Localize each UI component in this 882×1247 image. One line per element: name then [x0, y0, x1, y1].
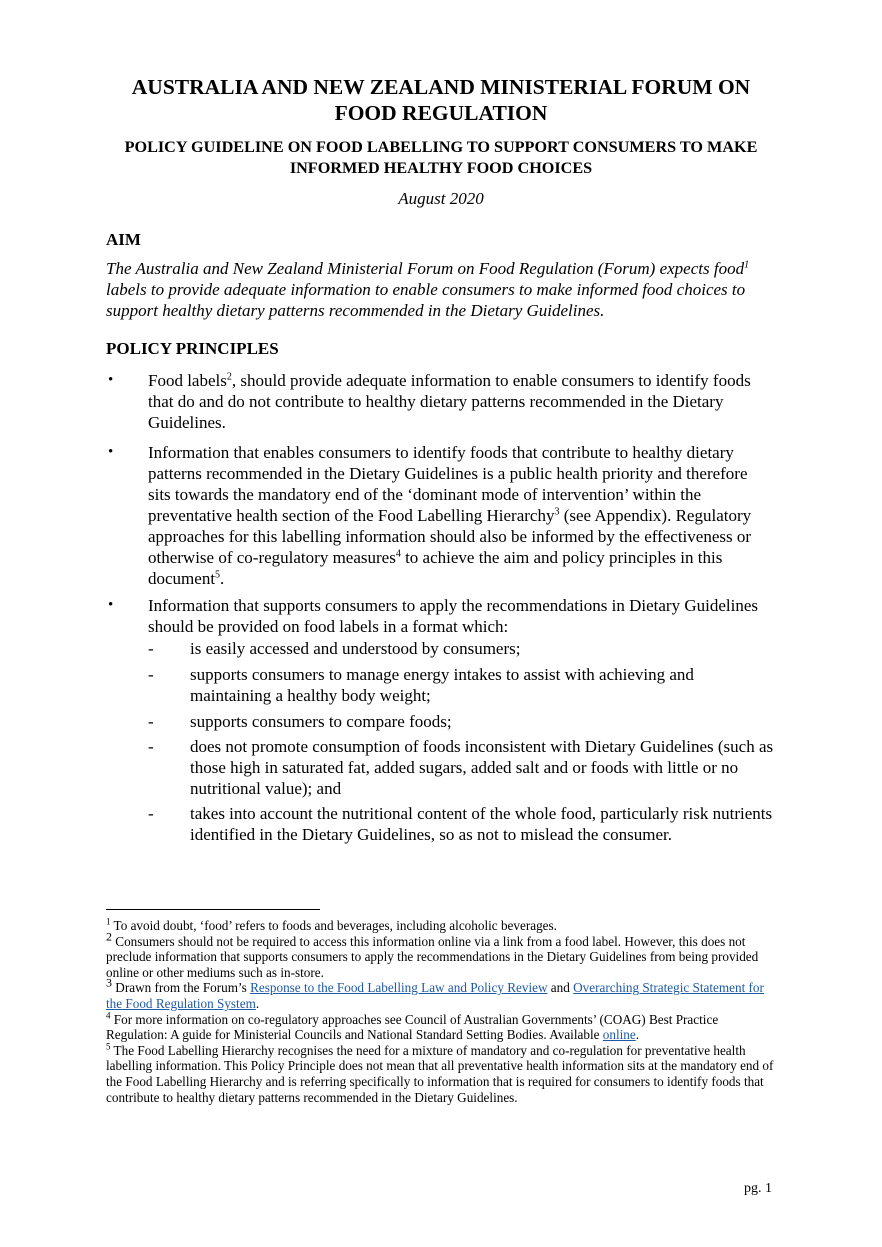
- footnote-separator: [106, 909, 320, 910]
- principle-text-2: [148, 442, 773, 589]
- online-link[interactable]: online: [602, 1027, 636, 1043]
- footnote-text: .: [635, 1027, 640, 1043]
- format-item-text: supports consumers to compare foods;: [190, 712, 452, 731]
- footnote-ref-4[interactable]: 4: [395, 548, 401, 560]
- aim-text-end: labels to provide adequate information to enable consumers to make informed food choices to support healthy dietary patterns recommended in the Dietary Guidelines.: [106, 280, 746, 320]
- format-item-text: is easily accessed and understood by consumers;: [190, 639, 521, 658]
- page-number: pg. 1: [744, 1181, 772, 1196]
- bullet-marker: •: [108, 372, 114, 388]
- footnote-number: 4: [106, 1010, 111, 1021]
- dash-marker: -: [148, 737, 154, 756]
- principle-2-part-1: Information that enables consumers to identify foods that contribute to healthy dietary patterns recommended in the Dietary Guidelines is a public health priority and therefore sits towards the mandatory end of the ‘dominant mode of intervention’ within the preventative health section of the Food Labelling Hierarchy: [148, 443, 748, 525]
- footnote-text: To avoid doubt, ‘food’ refers to foods and beverages, including alcoholic beverages.: [110, 918, 557, 933]
- footnote-ref-5[interactable]: 5: [215, 569, 221, 581]
- footnote-4: [106, 1012, 776, 1043]
- footnote-number: 2: [106, 929, 112, 944]
- dash-marker: -: [148, 804, 154, 823]
- principle-text-3: Information that supports consumers to apply the recommendations in Dietary Guidelines should be provided on food labels in a format which:: [148, 596, 758, 636]
- footnote-1: [106, 918, 776, 934]
- principle-2-part-2: (see Appendix). Regulatory approaches for this labelling information should also be informed by the effectiveness or otherwise of co-regulatory measures: [148, 506, 752, 567]
- document-subtitle: POLICY GUIDELINE ON FOOD LABELLING TO SUPPORT CONSUMERS TO MAKE INFORMED HEALTHY FOOD CHOICES: [124, 138, 758, 177]
- principle-1-part-2: , should provide adequate information to enable consumers to identify foods that do and do not contribute to healthy dietary patterns recommended in the Dietary Guidelines.: [148, 371, 751, 432]
- format-item-text: supports consumers to manage energy intakes to assist with achieving and maintaining a healthy body weight;: [190, 665, 694, 705]
- footnote-text: Consumers should not be required to access this information online via a link from a food label. However, this does not preclude information that supports consumers to apply the recommendations in the Dietary Guidelines from being provided online or other mediums such as in-store.: [106, 933, 759, 980]
- footnote-text: and: [547, 980, 574, 996]
- food-labelling-review-link[interactable]: Response to the Food Labelling Law and Policy Review: [250, 980, 548, 996]
- aim-paragraph: [106, 258, 776, 321]
- bullet-marker: •: [108, 597, 114, 613]
- footnote-ref-3[interactable]: 3: [554, 506, 560, 518]
- footnote-number: 5: [106, 1041, 111, 1052]
- principle-1-part-1: Food labels: [148, 371, 227, 390]
- footnote-ref-1[interactable]: 1: [744, 259, 750, 271]
- footnote-3: [106, 975, 776, 1011]
- footnote-number: 3: [106, 975, 112, 990]
- footnote-text: The Food Labelling Hierarchy recognises the need for a mixture of mandatory and co-regulation for preventative health labelling information. This Policy Principle does not mean that all preventative health information sits at the mandatory end of the Food Labelling Hierarchy and is referring specifically to information that is required for consumers to identify foods that contribute to healthy dietary patterns recommended in the Dietary Guidelines.: [106, 1042, 774, 1105]
- format-item-text: does not promote consumption of foods inconsistent with Dietary Guidelines (such as those high in saturated fat, added sugars, added salt and or foods with little or no nutritional value); and: [190, 737, 774, 798]
- footnote-text: Drawn from the Forum’s: [112, 980, 251, 996]
- dash-marker: -: [148, 639, 154, 658]
- principle-text-1: [148, 370, 773, 433]
- strategic-statement-link[interactable]: Overarching Strategic Statement for the Food Regulation System: [106, 980, 764, 1011]
- aim-text-start: The Australia and New Zealand Ministerial Forum on Food Regulation (Forum) expects food: [106, 259, 745, 278]
- format-item-text: takes into account the nutritional content of the whole food, particularly risk nutrients identified in the Dietary Guidelines, so as not to mislead the consumer.: [190, 804, 773, 844]
- footnote-5: [106, 1043, 776, 1105]
- policy-principles-heading: POLICY PRINCIPLES: [106, 339, 279, 358]
- footnote-ref-2[interactable]: 2: [226, 371, 232, 383]
- aim-heading: AIM: [106, 230, 141, 249]
- principle-2-part-4: .: [220, 569, 225, 588]
- bullet-marker: •: [108, 444, 114, 460]
- dash-marker: -: [148, 665, 154, 684]
- footnote-2: [106, 929, 776, 981]
- footnote-text: .: [255, 995, 260, 1011]
- principle-2-part-3: to achieve the aim and policy principles in this document: [148, 548, 723, 588]
- footnote-text: For more information on co-regulatory approaches see Council of Australian Governments’ (COAG) Best Practice Regulation: A guide for Ministerial Councils and National Standard Setting Bodies. Available: [106, 1011, 719, 1043]
- footnotes: [106, 918, 776, 1105]
- document-title: AUSTRALIA AND NEW ZEALAND MINISTERIAL FORUM ON FOOD REGULATION: [131, 75, 751, 125]
- footnote-number: 1: [106, 916, 111, 927]
- dash-marker: -: [148, 712, 154, 731]
- document-date: August 2020: [398, 189, 484, 208]
